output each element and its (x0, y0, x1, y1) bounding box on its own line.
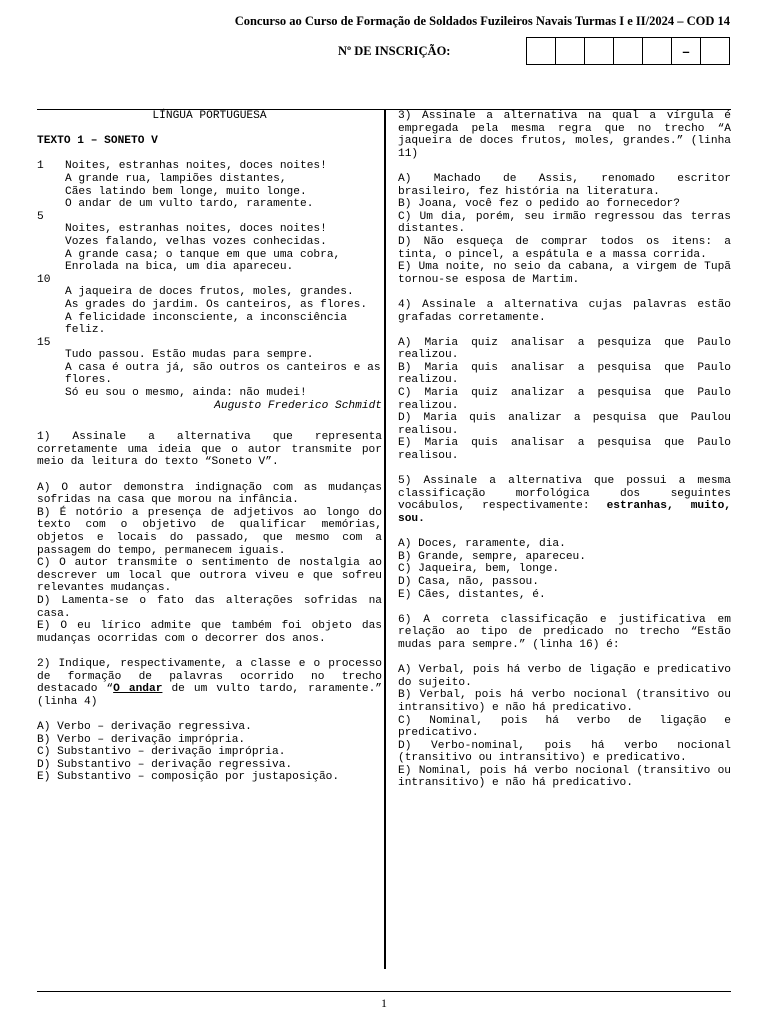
poem-line (37, 186, 382, 199)
poem-line (37, 236, 382, 249)
question-2 (37, 658, 382, 784)
poem-line (37, 198, 382, 211)
question-4 (398, 299, 731, 463)
question-5-option-b: B) Grande, sempre, apareceu. (398, 550, 586, 563)
poem-line-number: 5 (37, 210, 44, 223)
poem-line-text: As grades do jardim. Os canteiros, as flores. (65, 298, 368, 311)
question-3-option-b: B) Joana, você fez o pedido ao fornecedor? (398, 198, 680, 211)
question-6-stem: 6) A correta classificação e justificativa em relação ao tipo de predicado no trecho “Estão mudas para sempre.” (linha 16) é: (398, 613, 731, 651)
poem-line-number: 1 (37, 160, 44, 173)
poem-line-number: 15 (37, 336, 51, 349)
question-6-option-d: D) Verbo-nominal, pois há verbo nocional (transitivo ou intransitivo) e predicativo. (398, 739, 731, 765)
question-3-stem: 3) Assinale a alternativa na qual a vírgula é empregada pela mesma regra que no trecho “A jaqueira de doces frutos, moles, grandes.” (linha 11) (398, 110, 731, 160)
poem-line-text: O andar de um vulto tardo, raramente. (65, 198, 314, 211)
section-title: LÍNGUA PORTUGUESA (152, 110, 267, 122)
question-5-option-a: A) Doces, raramente, dia. (398, 538, 566, 551)
poem-line-text: Noites, estranhas noites, doces noites! (65, 223, 327, 236)
question-5-option-c: C) Jaqueira, bem, longe. (398, 563, 560, 576)
poem-line-text: A casa é outra já, são outros os canteiros e as flores. (65, 361, 381, 387)
poem-line (37, 173, 382, 186)
poem-line-text: Enrolada na bica, um dia apareceu. (65, 261, 294, 274)
registration-digit-box (614, 38, 643, 64)
question-1-option-e: E) O eu lírico admite que também foi objeto das mudanças ocorridas com o decorrer dos anos. (37, 620, 382, 645)
poem-line (37, 349, 382, 362)
question-4-option-d: D) Maria quis analizar a pesquisa que Paulou realisou. (398, 412, 731, 437)
right-column (398, 110, 731, 790)
question-6-option-b: B) Verbal, pois há verbo nocional (transitivo ou intransitivo) e não há predicativo. (398, 689, 731, 714)
question-5-target-words: estranhas, muito, sou. (398, 500, 732, 525)
question-6-option-a: A) Verbal, pois há verbo de ligação e predicativo do sujeito. (398, 664, 731, 689)
poem-line (37, 160, 382, 173)
column-divider (384, 109, 386, 969)
poem-line (37, 387, 382, 400)
question-3 (398, 110, 731, 286)
question-1-option-a: A) O autor demonstra indignação com as mudanças sofridas na casa que morou na infância. (37, 481, 382, 507)
poem-line-text: Vozes falando, velhas vozes conhecidas. (65, 235, 327, 248)
poem-line-text: A grande casa; o tanque em que uma cobra, (65, 248, 341, 261)
poem-line-number: 10 (37, 273, 51, 286)
poem-line (37, 337, 382, 350)
question-5-stem: 5) Assinale a alternativa que possui a mesma classificação morfológica dos seguintes vocábulos, respectivamente: estranhas, muito, sou. (398, 475, 732, 525)
page-number: 1 (381, 996, 387, 1010)
question-2-option-e: E) Substantivo – composição por justaposição. (37, 771, 340, 784)
question-3-option-c: C) Um dia, porém, seu irmão regressou das terras distantes. (398, 210, 731, 236)
poem-line-text: Só eu sou o mesmo, ainda: não mudei! (65, 387, 307, 400)
registration-digit-box (643, 38, 672, 64)
question-3-option-e: E) Uma noite, no seio da cabana, a virgem de Tupã tornou-se esposa de Martim. (398, 261, 731, 286)
poem-line-text: A grande rua, lampiões distantes, (65, 172, 287, 185)
registration-number-label: Nº DE INSCRIÇÃO: (338, 44, 451, 58)
registration-digit-box (556, 38, 585, 64)
registration-digit-box (527, 38, 556, 64)
question-2-option-b: B) Verbo – derivação imprópria. (37, 733, 246, 746)
question-5 (398, 475, 731, 601)
poem-line (37, 274, 382, 287)
poem-line-text: Tudo passou. Estão mudas para sempre. (65, 349, 314, 362)
question-4-option-a: A) Maria quiz analisar a pesquiza que Paulo realizou. (398, 336, 731, 362)
poem (37, 160, 382, 399)
registration-digit-box (585, 38, 614, 64)
question-2-stem: 2) Indique, respectivamente, a classe e o processo de formação de palavras ocorrido no trecho destacado “O andar de um vulto tardo, raramente.” (linha 4) (37, 657, 382, 708)
question-6 (398, 614, 731, 790)
highlighted-excerpt: O andar (113, 683, 163, 696)
question-6-option-c: C) Nominal, pois há verbo de ligação e predicativo. (398, 714, 731, 740)
poem-line (37, 223, 382, 236)
poem-line (37, 312, 382, 337)
registration-check-digit-box (701, 38, 729, 64)
poem-line (37, 362, 382, 387)
question-4-option-c: C) Maria quiz analizar a pesquisa que Paulo realizou. (398, 387, 731, 412)
question-6-option-e: E) Nominal, pois há verbo nocional (transitivo ou intransitivo) e não há predicativo. (398, 764, 731, 790)
left-column (37, 110, 382, 784)
text-heading: TEXTO 1 – SONETO V (37, 135, 158, 148)
question-2-option-a: A) Verbo – derivação regressiva. (37, 720, 252, 733)
registration-separator-box: – (672, 38, 701, 64)
question-2-option-c: C) Substantivo – derivação imprópria. (37, 746, 286, 759)
poem-line-text: A jaqueira de doces frutos, moles, grandes. (65, 286, 354, 299)
question-1 (37, 431, 382, 645)
poem-line-text: Noites, estranhas noites, doces noites! (65, 160, 327, 173)
question-4-stem: 4) Assinale a alternativa cujas palavras estão grafadas corretamente. (398, 298, 731, 324)
bottom-divider (37, 991, 731, 992)
question-1-option-c: C) O autor transmite o sentimento de nostalgia ao descrever um local que outrora viveu e que sofreu relevantes mudanças. (37, 557, 382, 595)
question-1-stem: 1) Assinale a alternativa que representa corretamente uma ideia que o autor transmite por meio da leitura do texto “Soneto V”. (37, 431, 382, 469)
registration-number-boxes (526, 37, 730, 65)
poem-line (37, 261, 382, 274)
poem-line-text: Cães latindo bem longe, muito longe. (65, 185, 307, 198)
question-5-option-e: E) Cães, distantes, é. (398, 588, 546, 601)
question-1-option-d: D) Lamenta-se o fato das alterações sofridas na casa. (37, 594, 382, 620)
question-3-option-a: A) Machado de Assis, renomado escritor brasileiro, fez história na literatura. (398, 172, 731, 198)
question-4-option-b: B) Maria quis analisar a pesquisa que Paulo realizou. (398, 361, 731, 387)
poem-line-text: A felicidade inconsciente, a inconsciência feliz. (65, 311, 347, 337)
question-3-option-d: D) Não esqueça de comprar todos os itens: a tinta, o pincel, a espátula e a massa corrida. (398, 235, 731, 261)
exam-header-title: Concurso ao Curso de Formação de Soldados Fuzileiros Navais Turmas I e II/2024 – COD 14 (234, 14, 730, 28)
poem-line (37, 286, 382, 299)
poem-line (37, 249, 382, 262)
poem-line (37, 299, 382, 312)
question-5-option-d: D) Casa, não, passou. (398, 575, 539, 588)
poem-author: Augusto Frederico Schmidt (214, 399, 382, 412)
question-2-option-d: D) Substantivo – derivação regressiva. (37, 758, 293, 771)
question-4-option-e: E) Maria quis analisar a pesquisa que Paulo realisou. (398, 437, 731, 463)
poem-line (37, 211, 382, 224)
question-1-option-b: B) É notório a presença de adjetivos ao longo do texto com o objetivo de qualificar memórias, objetos e locais do passado, que mesmo com a passagem do tempo, permanecem iguais. (37, 506, 382, 557)
